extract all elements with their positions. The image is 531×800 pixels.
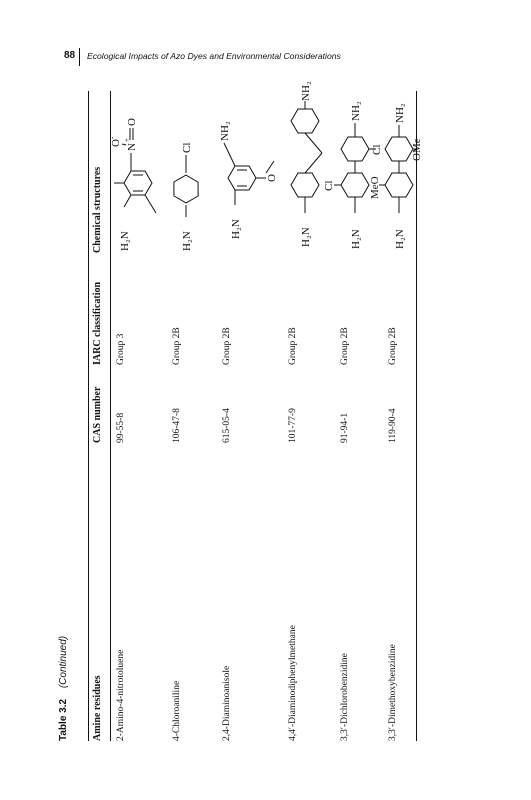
svg-text:H₂N: H₂N bbox=[300, 227, 312, 247]
svg-text:NH₂: NH₂ bbox=[394, 103, 406, 123]
row-2-cas: 106-47-8 bbox=[172, 408, 182, 443]
structure-2-4-diaminoanisole bbox=[214, 103, 276, 253]
svg-text:H₂N: H₂N bbox=[181, 231, 193, 251]
svg-text:Cl: Cl bbox=[181, 142, 193, 153]
row-1-iarc: Group 3 bbox=[116, 333, 126, 365]
row-1-amine: 2-Amino-4-nitrotoluene bbox=[116, 649, 126, 741]
table-caption-number: Table 3.2 bbox=[58, 698, 69, 741]
svg-text:H₂N: H₂N bbox=[230, 219, 242, 239]
row-3-iarc: Group 2B bbox=[222, 327, 232, 365]
row-3-cas: 615-05-4 bbox=[222, 408, 232, 443]
page-number: 88 bbox=[64, 50, 76, 61]
row-4-amine: 4,4′-Diaminodiphenylmethane bbox=[288, 625, 298, 741]
structure-3-3-dimethoxybenzidine bbox=[369, 88, 423, 253]
table-caption bbox=[58, 636, 69, 741]
svg-text:N: N bbox=[126, 143, 138, 151]
svg-text:Cl: Cl bbox=[323, 180, 335, 191]
row-5-iarc: Group 2B bbox=[340, 327, 350, 365]
row-1-cas: 99-55-8 bbox=[116, 412, 126, 443]
page-header bbox=[64, 48, 484, 68]
row-4-cas: 101-77-9 bbox=[288, 408, 298, 443]
svg-text:MeO: MeO bbox=[369, 176, 381, 199]
svg-text:O: O bbox=[126, 118, 138, 126]
row-6-cas: 119-90-4 bbox=[388, 408, 398, 443]
row-5-amine: 3,3′-Dichlorobenzidine bbox=[340, 653, 350, 741]
row-6-iarc: Group 2B bbox=[388, 327, 398, 365]
table-top-rule bbox=[88, 91, 89, 741]
column-header-iarc: IARC classification bbox=[92, 281, 103, 365]
header-divider bbox=[79, 48, 80, 66]
svg-text:-: - bbox=[108, 136, 116, 139]
svg-text:+: + bbox=[123, 138, 131, 142]
svg-text:O: O bbox=[266, 174, 278, 182]
svg-text:OMe: OMe bbox=[411, 138, 423, 161]
svg-text:Cl: Cl bbox=[371, 144, 383, 155]
row-5-cas: 91-94-1 bbox=[340, 412, 350, 443]
table-caption-continued: (Continued) bbox=[58, 635, 69, 689]
row-4-iarc: Group 2B bbox=[288, 327, 298, 365]
svg-text:NH₂: NH₂ bbox=[300, 81, 312, 101]
row-6-amine: 3,3′-Dimethoxybenzidine bbox=[388, 644, 398, 741]
svg-text:H₂N: H₂N bbox=[350, 229, 362, 249]
column-header-amine: Amine residues bbox=[92, 675, 103, 741]
row-3-amine: 2,4-Diaminoanisole bbox=[222, 665, 232, 741]
svg-text:H₂N: H₂N bbox=[394, 229, 406, 249]
column-header-cas: CAS number bbox=[92, 386, 103, 443]
table-header-rule bbox=[110, 91, 111, 741]
running-title: Ecological Impacts of Azo Dyes and Environmental Considerations bbox=[87, 51, 341, 61]
svg-text:NH₂: NH₂ bbox=[219, 121, 231, 141]
svg-text:NH₂: NH₂ bbox=[350, 101, 362, 121]
svg-text:O: O bbox=[110, 139, 122, 147]
rotated-table bbox=[52, 81, 423, 741]
structure-4-chloroaniline bbox=[168, 103, 208, 253]
row-2-amine: 4-Chloroaniline bbox=[172, 680, 182, 741]
structure-3-3-dichlorobenzidine bbox=[323, 88, 383, 253]
row-2-iarc: Group 2B bbox=[172, 327, 182, 365]
column-header-structures: Chemical structures bbox=[92, 166, 103, 253]
amine-label: H₂N bbox=[119, 231, 131, 251]
